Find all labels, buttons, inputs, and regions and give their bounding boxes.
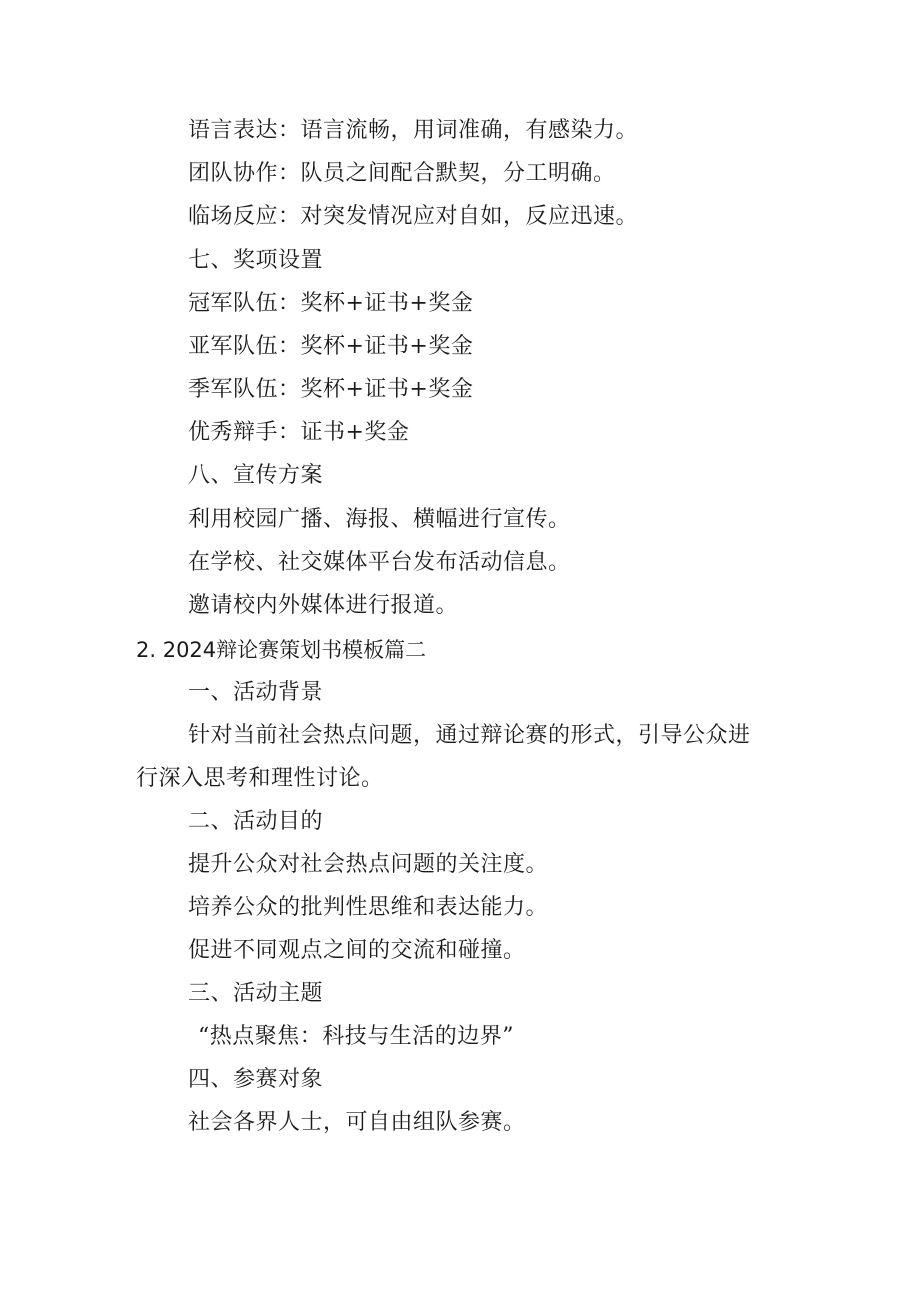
paragraph-background-line1: 针对当前社会热点问题，通过辩论赛的形式，引导公众进 [188, 723, 751, 748]
paragraph-purpose-thinking: 培养公众的批判性思维和表达能力。 [188, 895, 549, 920]
paragraph-champion-team: 冠军队伍：奖杯+证书+奖金 [188, 291, 474, 316]
document-title-template-two: 2. 2024辩论赛策划书模板篇二 [136, 638, 427, 662]
paragraph-participants: 社会各界人士，可自由组队参赛。 [188, 1110, 526, 1135]
paragraph-on-site-reaction: 临场反应：对突发情况应对自如，反应迅速。 [188, 204, 639, 229]
section-heading-awards: 七、奖项设置 [188, 248, 324, 273]
section-heading-participants: 四、参赛对象 [188, 1067, 324, 1092]
paragraph-best-debater: 优秀辩手：证书+奖金 [188, 420, 410, 445]
paragraph-invite-media: 邀请校内外媒体进行报道。 [188, 593, 459, 618]
paragraph-teamwork: 团队协作：队员之间配合默契，分工明确。 [188, 161, 616, 186]
paragraph-purpose-exchange: 促进不同观点之间的交流和碰撞。 [188, 938, 526, 963]
section-heading-purpose: 二、活动目的 [188, 809, 324, 834]
section-heading-theme: 三、活动主题 [188, 981, 324, 1006]
paragraph-third-place-team: 季军队伍：奖杯+证书+奖金 [188, 377, 474, 402]
paragraph-runner-up-team: 亚军队伍：奖杯+证书+奖金 [188, 334, 474, 359]
section-heading-background: 一、活动背景 [188, 680, 324, 705]
section-heading-publicity: 八、宣传方案 [188, 463, 324, 488]
paragraph-purpose-attention: 提升公众对社会热点问题的关注度。 [188, 852, 549, 877]
paragraph-social-media: 在学校、社交媒体平台发布活动信息。 [188, 550, 571, 575]
paragraph-language-expression: 语言表达：语言流畅，用词准确，有感染力。 [188, 118, 639, 143]
paragraph-background-line2: 行深入思考和理性讨论。 [136, 766, 384, 791]
paragraph-campus-publicity: 利用校园广播、海报、横幅进行宣传。 [188, 507, 571, 532]
paragraph-theme-quote: “热点聚焦：科技与生活的边界” [198, 1024, 514, 1049]
